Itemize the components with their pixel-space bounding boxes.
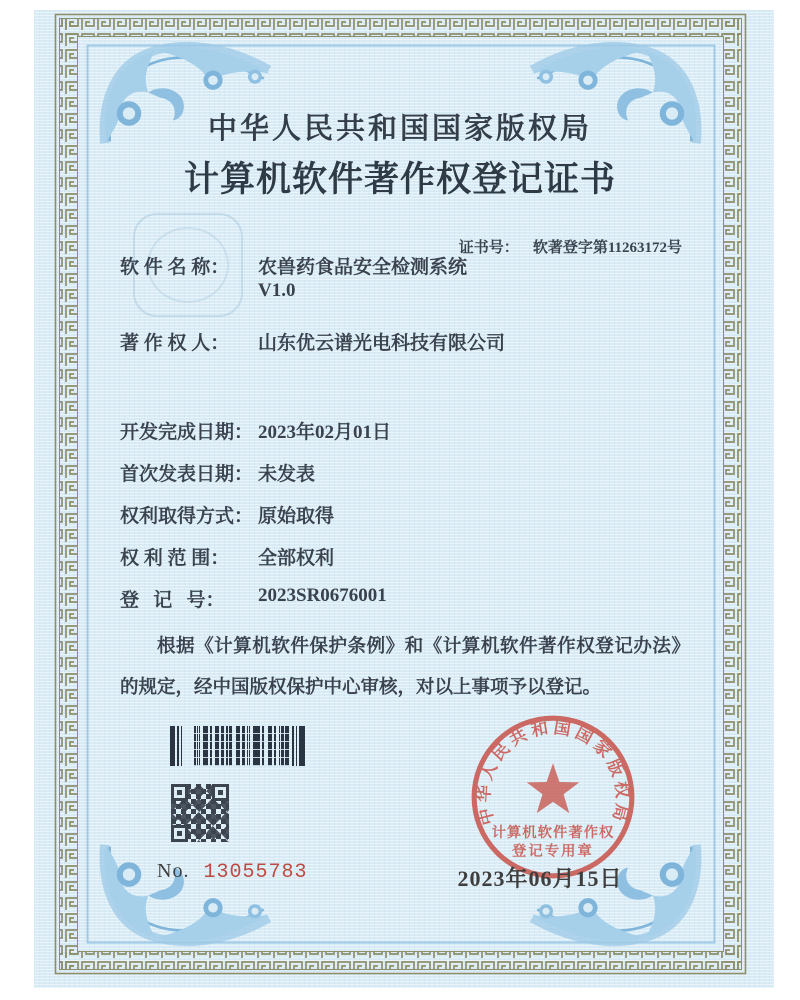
- certificate-number-value: 软著登字第11263172号: [532, 240, 682, 256]
- barcode-start-pattern: [170, 726, 194, 766]
- pdf417-barcode-icon: [170, 726, 310, 766]
- software-version-value: V1.0: [258, 280, 296, 301]
- registration-number-value: 2023SR0676001: [258, 585, 387, 606]
- dev-complete-date-value: 2023年02月01日: [258, 422, 392, 443]
- issuing-authority-title: 中华人民共和国国家版权局: [207, 113, 592, 145]
- seal-star-icon: [527, 763, 580, 813]
- serial-number-line: [157, 860, 307, 884]
- issue-date: 2023年06月15日: [457, 866, 623, 891]
- copyright-holder-label: 著 作 权 人：: [120, 333, 230, 354]
- first-publish-date-label: 首次发表日期：: [120, 464, 254, 485]
- barcode-data-region: [194, 726, 290, 766]
- copyright-holder-value: 山东优云谱光电科技有限公司: [258, 333, 506, 354]
- registration-number-label: 登 记 号：: [120, 590, 225, 611]
- certificate-title: 计算机软件著作权登记证书: [183, 160, 616, 199]
- dev-complete-date-label: 开发完成日期：: [120, 422, 254, 443]
- rights-acquisition-label: 权利取得方式：: [120, 506, 254, 527]
- seal-ring-text: 中华人民共和国国家版权局: [473, 717, 633, 827]
- official-red-seal-icon: [468, 712, 638, 882]
- rights-scope-label: 权 利 范 围：: [120, 548, 230, 569]
- first-publish-date-value: 未发表: [258, 464, 316, 485]
- serial-number-label: No.: [157, 860, 190, 882]
- seal-line2: 登记专用章: [512, 843, 594, 860]
- rights-scope-value: 全部权利: [258, 548, 335, 569]
- certificate-number-line: [444, 219, 682, 274]
- certificate-number-label: 证书号：: [458, 240, 519, 256]
- qr-finder-top-right: [212, 784, 229, 801]
- qr-finder-top-left: [171, 784, 188, 801]
- qr-code-icon: [171, 784, 229, 842]
- serial-number-value: 13055783: [203, 861, 308, 884]
- qr-finder-bottom-left: [171, 825, 188, 842]
- software-name-label: 软 件 名 称：: [120, 257, 230, 278]
- software-name-value: 农兽药食品安全检测系统: [258, 257, 468, 278]
- barcode-stop-pattern: [290, 726, 310, 766]
- rights-acquisition-value: 原始取得: [258, 506, 335, 527]
- seal-line1: 计算机软件著作权: [491, 824, 615, 841]
- registration-statement: 根据《计算机软件保护条例》和《计算机软件著作权登记办法》的规定，经中国版权保护中心审核，对以上事项予以登记。: [120, 637, 690, 698]
